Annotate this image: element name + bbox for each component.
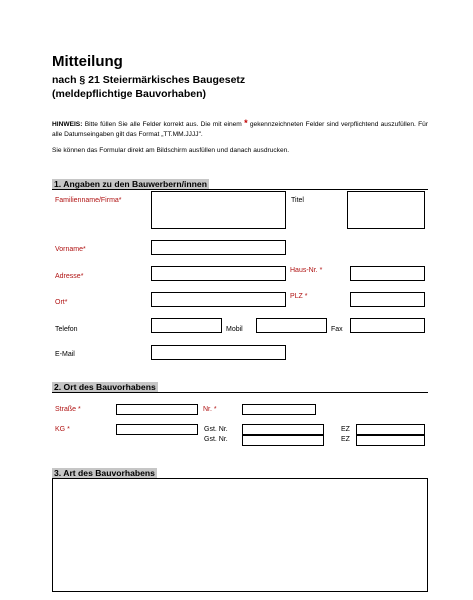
first-name-field[interactable] bbox=[151, 240, 286, 255]
title-field[interactable] bbox=[347, 191, 425, 229]
gst-label-1: Gst. Nr. bbox=[204, 426, 228, 433]
house-no-label: Haus-Nr. * bbox=[290, 267, 323, 274]
required-star-icon: * bbox=[244, 118, 248, 128]
city-label: Ort* bbox=[55, 299, 68, 306]
ez-field-2[interactable] bbox=[356, 435, 425, 446]
street-label: Straße * bbox=[55, 406, 81, 413]
hint-line2: Sie können das Formular direkt am Bildschirm ausfüllen und danach ausdrucken. bbox=[52, 147, 290, 154]
gst-field-1[interactable] bbox=[242, 424, 324, 435]
section3-heading: 3. Art des Bauvorhabens bbox=[54, 468, 155, 478]
no-field[interactable] bbox=[242, 404, 316, 415]
hint-paragraph bbox=[52, 118, 428, 140]
form-subtitle-line2: (meldepflichtige Bauvorhaben) bbox=[52, 88, 207, 100]
phone-field[interactable] bbox=[151, 318, 222, 333]
phone-label: Telefon bbox=[55, 326, 78, 333]
house-no-field[interactable] bbox=[350, 266, 425, 281]
section1-divider bbox=[52, 189, 428, 190]
form-title: Mitteilung bbox=[52, 53, 123, 70]
email-label: E-Mail bbox=[55, 351, 75, 358]
fax-field[interactable] bbox=[350, 318, 425, 333]
section2-heading: 2. Ort des Bauvorhabens bbox=[54, 382, 156, 392]
kg-label: KG * bbox=[55, 426, 70, 433]
email-field[interactable] bbox=[151, 345, 286, 360]
kg-field[interactable] bbox=[116, 424, 198, 435]
hint-text-before: Bitte füllen Sie alle Felder korrekt aus. Die mit einem bbox=[84, 121, 242, 128]
section1-heading: 1. Angaben zu den Bauwerbern/innen bbox=[54, 179, 207, 189]
address-field[interactable] bbox=[151, 266, 286, 281]
address-label: Adresse* bbox=[55, 273, 84, 280]
first-name-label: Vorname* bbox=[55, 246, 86, 253]
hint-text-after: gekennzeichneten Felder sind verpflichtend auszufüllen. Für alle Datumseingaben gilt das Format „TT.MM.JJJJ". bbox=[52, 121, 428, 138]
fax-label: Fax bbox=[331, 326, 343, 333]
hint-label: HINWEIS: bbox=[52, 121, 83, 128]
name-field[interactable] bbox=[151, 191, 286, 229]
title-label: Titel bbox=[291, 197, 304, 204]
mobile-field[interactable] bbox=[256, 318, 327, 333]
project-type-field[interactable] bbox=[52, 478, 428, 592]
name-label: Familienname/Firma* bbox=[55, 197, 122, 204]
ez-label-2: EZ bbox=[341, 436, 350, 443]
mobile-label: Mobil bbox=[226, 326, 243, 333]
zip-field[interactable] bbox=[350, 292, 425, 307]
ez-field-1[interactable] bbox=[356, 424, 425, 435]
ez-label-1: EZ bbox=[341, 426, 350, 433]
no-label: Nr. * bbox=[203, 406, 217, 413]
city-field[interactable] bbox=[151, 292, 286, 307]
zip-label: PLZ * bbox=[290, 293, 308, 300]
section2-divider bbox=[52, 392, 428, 393]
gst-field-2[interactable] bbox=[242, 435, 324, 446]
street-field[interactable] bbox=[116, 404, 198, 415]
gst-label-2: Gst. Nr. bbox=[204, 436, 228, 443]
form-subtitle-line1: nach § 21 Steiermärkisches Baugesetz bbox=[52, 74, 246, 86]
